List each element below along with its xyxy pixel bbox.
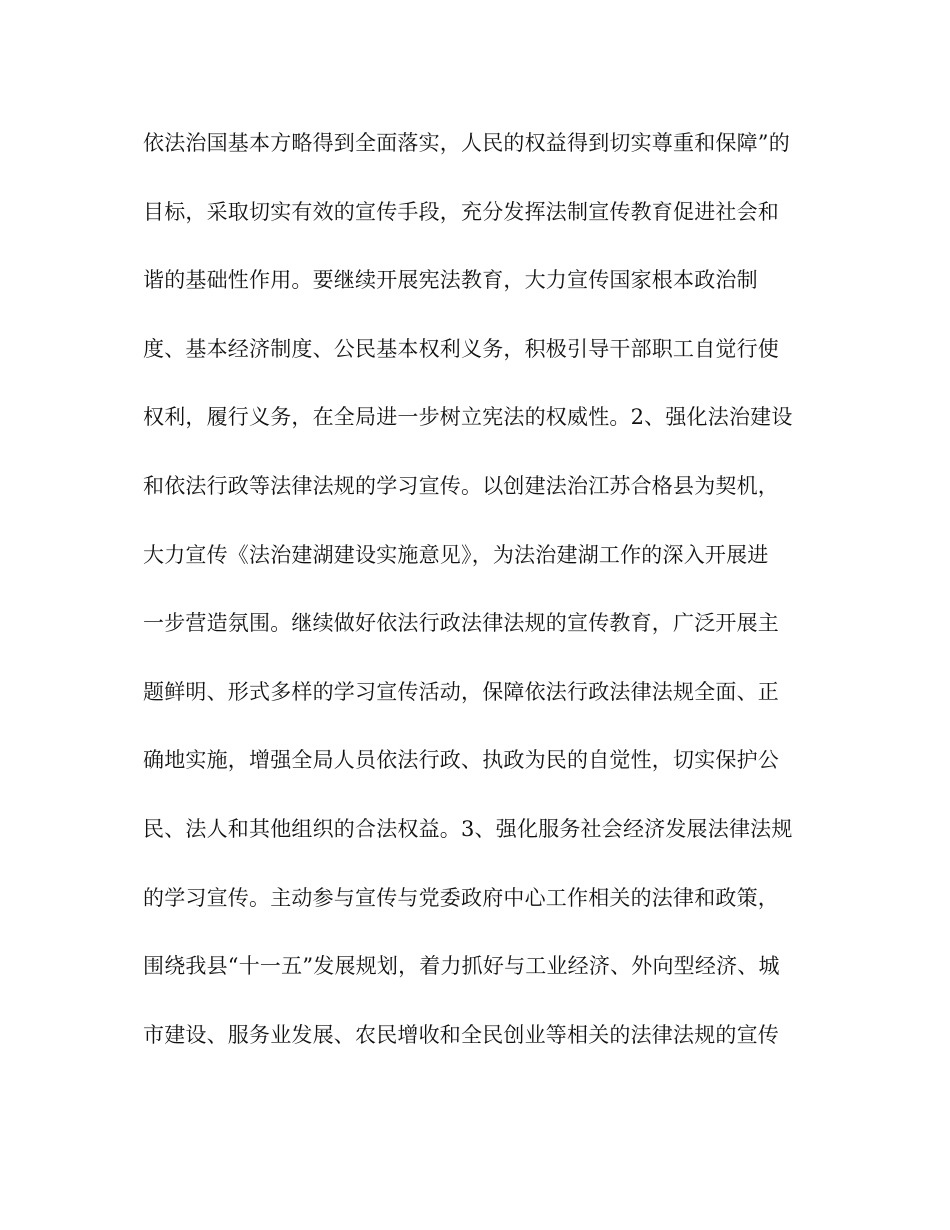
text-line: 依法治国基本方略得到全面落实，人民的权益得到切实尊重和保障”的 xyxy=(143,131,790,155)
text-line: 围绕我县“十一五”发展规划，着力抓好与工业经济、外向型经济、城 xyxy=(143,954,780,979)
text-line: 和依法行政等法律法规的学习宣传。以创建法治江苏合格县为契机， xyxy=(143,473,779,498)
body-text xyxy=(143,123,823,1083)
text-line: 目标，采取切实有效的宣传手段，充分发挥法制宣传教育促进社会和 xyxy=(143,199,779,224)
text-line: 权利，履行义务，在全局进一步树立宪法的权威性。2、强化法治建设 xyxy=(143,405,793,430)
text-line: 度、基本经济制度、公民基本权利义务，积极引导干部职工自觉行使 xyxy=(143,336,779,361)
text-line: 市建设、服务业发展、农民增收和全民创业等相关的法律法规的宣传 xyxy=(143,1022,779,1047)
text-line: 题鲜明、形式多样的学习宣传活动，保障依法行政法律法规全面、正 xyxy=(143,679,779,704)
text-line: 大力宣传《法治建湖建设实施意见》，为法治建湖工作的深入开展进 xyxy=(143,542,769,567)
text-line: 确地实施，增强全局人员依法行政、执政为民的自觉性，切实保护公 xyxy=(143,748,779,773)
text-line: 民、法人和其他组织的合法权益。3、强化服务社会经济发展法律法规 xyxy=(143,816,793,841)
text-line: 谐的基础性作用。要继续开展宪法教育，大力宣传国家根本政治制 xyxy=(143,268,758,293)
text-line: 的学习宣传。主动参与宣传与党委政府中心工作相关的法律和政策， xyxy=(143,885,779,910)
text-line: 一步营造氛围。继续做好依法行政法律法规的宣传教育，广泛开展主 xyxy=(143,611,779,636)
